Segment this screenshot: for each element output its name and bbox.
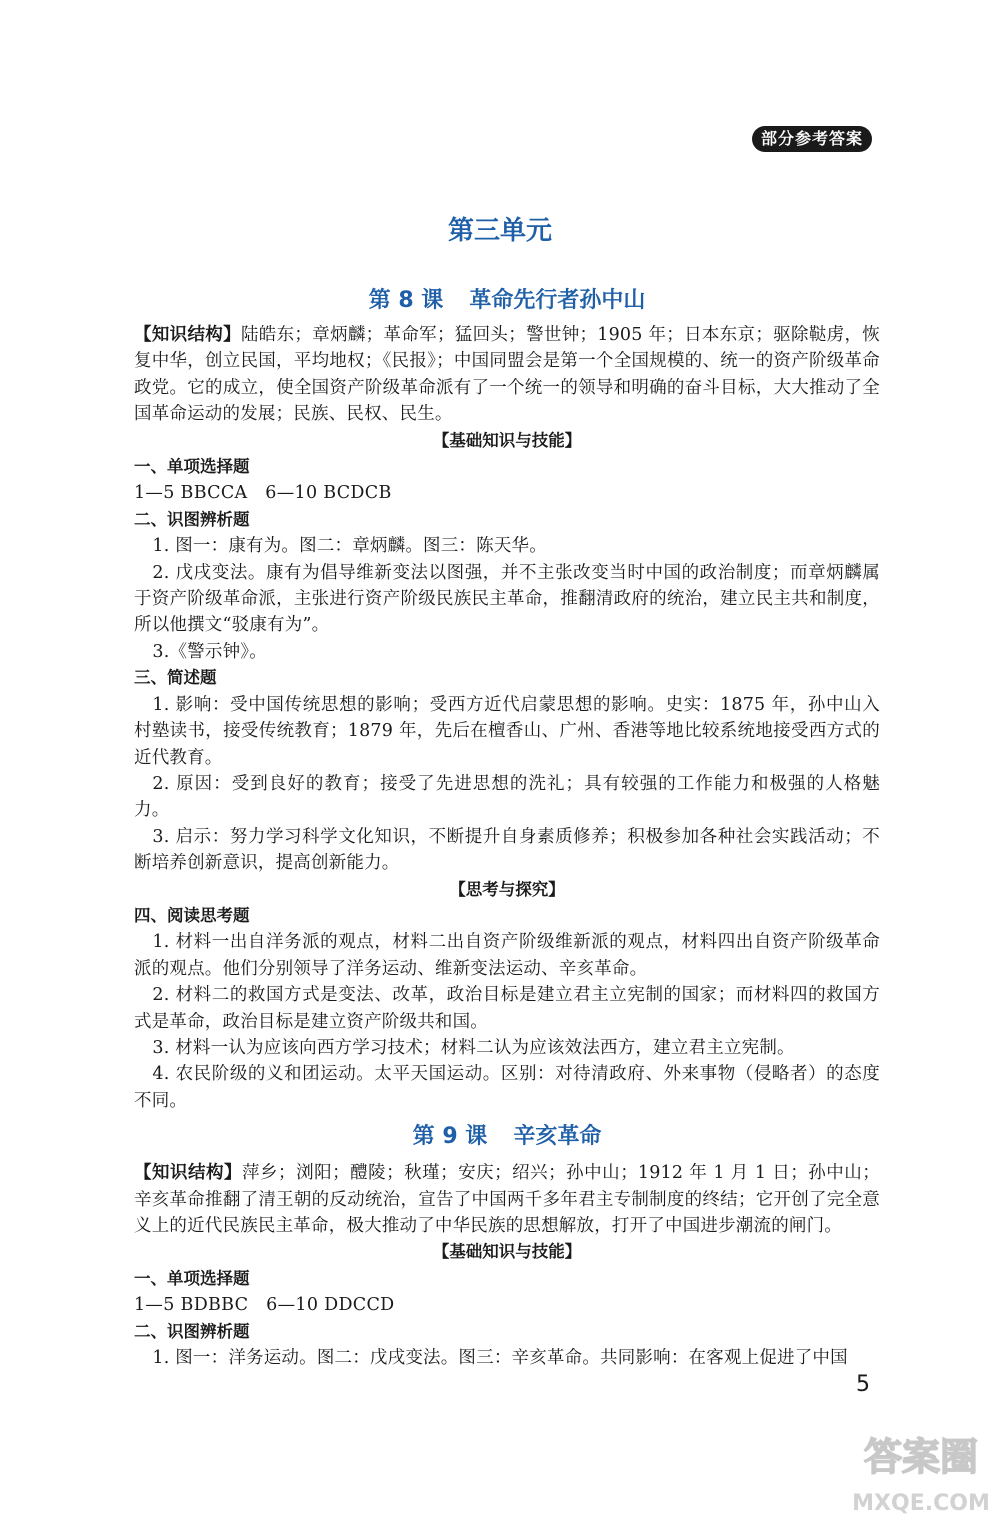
- watermark-text-url: MXQE.COM: [852, 1491, 990, 1516]
- knowledge-text: 萍乡；浏阳；醴陵；秋瑾；安庆；绍兴；孙中山；1912 年 1 月 1 日；孙中山；辛亥革命推翻了清王朝的反动统治，宣告了中国两千多年君主专制制度的终结；它开创了完全意义上的近代民族民主革命，极大推动了中华民族的思想解放，打开了中国进步潮流的闸门。: [134, 1163, 880, 1236]
- question-heading-reading: 四、阅读思考题: [134, 905, 250, 925]
- section-think-explore: 【思考与探究】: [449, 879, 565, 899]
- page-number: 5: [856, 1372, 870, 1397]
- choice-answers: 1—5 BDBBC 6—10 DDCCD: [134, 1295, 395, 1316]
- answer-item: 1. 图一：康有为。图二：章炳麟。图三：陈天华。: [152, 536, 547, 557]
- section-basic-skills: 【基础知识与技能】: [432, 1242, 582, 1262]
- knowledge-label: 【知识结构】: [134, 1163, 243, 1184]
- question-heading-choice: 一、单项选择题: [134, 457, 250, 477]
- answer-item: 2. 材料二的救国方式是变法、改革，政治目标是建立君主立宪制的国家；而材料四的救国方式是革命，政治目标是建立资产阶级共和国。: [134, 985, 880, 1032]
- answer-item: 3. 材料一认为应该向西方学习技术；材料二认为应该效法西方，建立君主立宪制。: [152, 1037, 795, 1058]
- unit-title: 第三单元: [447, 216, 552, 246]
- knowledge-label: 【知识结构】: [134, 325, 241, 345]
- question-heading-picture: 二、识图辨析题: [134, 509, 250, 529]
- lesson-9-name: 辛亥革命: [513, 1124, 602, 1150]
- lesson-8-knowledge: [134, 322, 880, 428]
- answer-item: 4. 农民阶级的义和团运动。太平天国运动。区别：对待清政府、外来事物（侵略者）的态度不同。: [134, 1064, 880, 1111]
- answer-item: 2. 戊戌变法。康有为倡导维新变法以图强，并不主张改变当时中国的政治制度；而章炳麟属于资产阶级革命派，主张进行资产阶级民族民主革命，推翻清政府的统治，建立民主共和制度，所以他撰文“驳康有为”。: [134, 562, 880, 636]
- answer-item: 2. 原因：受到良好的教育；接受了先进思想的洗礼；具有较强的工作能力和极强的人格魅力。: [134, 773, 880, 821]
- lesson-8-title: [134, 284, 880, 318]
- answer-item: 1. 材料一出自洋务派的观点，材料二出自资产阶级维新派的观点，材料四出自资产阶级革命派的观点。他们分别领导了洋务运动、维新变法运动、辛亥革命。: [134, 932, 880, 979]
- answer-item: 1. 图一：洋务运动。图二：戊戌变法。图三：辛亥革命。共同影响：在客观上促进了中国: [152, 1348, 848, 1369]
- lesson-9-title: [134, 1120, 880, 1154]
- question-heading-picture: 二、识图辨析题: [134, 1321, 250, 1341]
- answer-key-badge: 部分参考答案: [752, 126, 872, 152]
- page-content: [134, 284, 880, 1371]
- answer-item: 3. 启示：努力学习科学文化知识，不断提升自身素质修养；积极参加各种社会实践活动；不断培养创新意识，提高创新能力。: [134, 826, 880, 874]
- watermark-text-cn: 答案圈: [863, 1435, 979, 1479]
- watermark-logo: [846, 1418, 996, 1518]
- knowledge-text: 陆皓东；章炳麟；革命军；猛回头；警世钟；1905 年；日本东京；驱除鞑虏，恢复中华，创立民国，平均地权；《民报》；中国同盟会是第一个全国规模的、统一的资产阶级革命政党。它的成立，使全国资产阶级革命派有了一个统一的领导和明确的奋斗目标，大大推动了全国革命运动的发展；民族、民权、民生。: [134, 325, 881, 425]
- lesson-8-name: 革命先行者孙中山: [469, 288, 646, 313]
- question-heading-short: 三、简述题: [134, 668, 217, 688]
- answer-item: 1. 影响：受中国传统思想的影响；受西方近代启蒙思想的影响。史实：1875 年，孙中山入村塾读书，接受传统教育；1879 年，先后在檀香山、广州、香港等地比较系统地接受西方式的近代教育。: [134, 694, 880, 768]
- choice-answers: 1—5 BBCCA 6—10 BCDCB: [134, 483, 392, 504]
- answer-item: 3.《警示钟》。: [152, 641, 267, 662]
- lesson-9-label: 第 9 课: [412, 1124, 488, 1150]
- section-basic-skills: 【基础知识与技能】: [432, 430, 582, 450]
- question-heading-choice: 一、单项选择题: [134, 1268, 250, 1288]
- lesson-9-knowledge: [134, 1160, 880, 1239]
- lesson-8-label: 第 8 课: [368, 288, 444, 313]
